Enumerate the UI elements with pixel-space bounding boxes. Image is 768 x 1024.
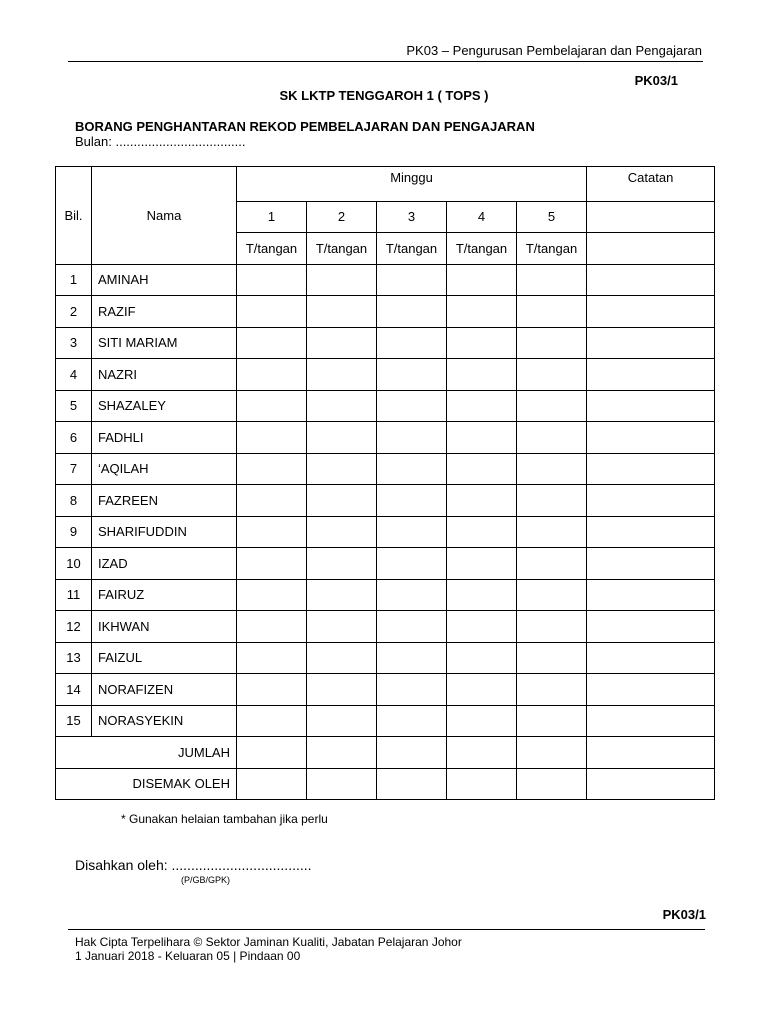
student-row [56, 674, 715, 706]
student-name: FAIRUZ [92, 579, 237, 611]
week-2-cell [307, 264, 377, 296]
week-5-cell [517, 579, 587, 611]
week-1-cell [237, 390, 307, 422]
week-4-cell [447, 390, 517, 422]
catatan-blank-cell [587, 233, 715, 265]
footnote: * Gunakan helaian tambahan jika perlu [121, 812, 328, 826]
student-row [56, 485, 715, 517]
reviewed-by-row-label: DISEMAK OLEH [56, 768, 237, 800]
catatan-cell [587, 642, 715, 674]
footer-divider [68, 929, 705, 930]
week-5-cell [517, 611, 587, 643]
week-4-cell [447, 296, 517, 328]
week-3-cell [377, 359, 447, 391]
week-2-cell [307, 705, 377, 737]
week-2-subheader: T/tangan [307, 233, 377, 265]
student-name: RAZIF [92, 296, 237, 328]
row-number: 1 [56, 264, 92, 296]
week-1-subheader: T/tangan [237, 233, 307, 265]
week-1-cell [237, 296, 307, 328]
week-5-cell [517, 264, 587, 296]
row-number: 9 [56, 516, 92, 548]
catatan-cell [587, 422, 715, 454]
week-4-cell [447, 548, 517, 580]
week-5-cell [517, 737, 587, 769]
week-5-cell [517, 516, 587, 548]
reviewed-by-row [56, 768, 715, 800]
week-3-cell [377, 579, 447, 611]
row-number: 13 [56, 642, 92, 674]
month-field: Bulan: .................................... [75, 134, 246, 149]
week-1-header: 1 [237, 201, 307, 233]
catatan-cell [587, 674, 715, 706]
week-3-cell [377, 485, 447, 517]
week-4-cell [447, 422, 517, 454]
week-2-cell [307, 768, 377, 800]
row-number: 4 [56, 359, 92, 391]
student-name: AMINAH [92, 264, 237, 296]
row-number: 5 [56, 390, 92, 422]
total-row [56, 737, 715, 769]
row-number: 3 [56, 327, 92, 359]
week-3-cell [377, 453, 447, 485]
row-number: 12 [56, 611, 92, 643]
week-3-cell [377, 768, 447, 800]
student-row [56, 453, 715, 485]
catatan-cell [587, 264, 715, 296]
running-header: PK03 – Pengurusan Pembelajaran dan Pengajaran [406, 43, 702, 58]
week-5-cell [517, 359, 587, 391]
week-2-cell [307, 548, 377, 580]
edition-line: 1 Januari 2018 - Keluaran 05 | Pindaan 00 [75, 949, 301, 963]
week-4-cell [447, 768, 517, 800]
student-row [56, 264, 715, 296]
row-number: 14 [56, 674, 92, 706]
week-4-cell [447, 264, 517, 296]
catatan-cell [587, 579, 715, 611]
week-4-cell [447, 674, 517, 706]
week-4-header: 4 [447, 201, 517, 233]
week-5-cell [517, 642, 587, 674]
week-5-subheader: T/tangan [517, 233, 587, 265]
bil-header: Bil. [56, 167, 92, 265]
form-title: BORANG PENGHANTARAN REKOD PEMBELAJARAN DAN PENGAJARAN [75, 119, 535, 134]
catatan-cell [587, 390, 715, 422]
week-3-cell [377, 296, 447, 328]
row-number: 11 [56, 579, 92, 611]
week-5-cell [517, 327, 587, 359]
week-4-cell [447, 642, 517, 674]
week-4-cell [447, 516, 517, 548]
row-number: 15 [56, 705, 92, 737]
week-1-cell [237, 705, 307, 737]
week-4-cell [447, 579, 517, 611]
student-row [56, 548, 715, 580]
student-row [56, 327, 715, 359]
row-number: 10 [56, 548, 92, 580]
week-1-cell [237, 327, 307, 359]
student-name: FAZREEN [92, 485, 237, 517]
catatan-cell [587, 359, 715, 391]
student-name: SITI MARIAM [92, 327, 237, 359]
catatan-cell [587, 548, 715, 580]
form-code-top: PK03/1 [634, 73, 678, 88]
row-number: 8 [56, 485, 92, 517]
week-4-cell [447, 453, 517, 485]
copyright-line: Hak Cipta Terpelihara © Sektor Jaminan Kualiti, Jabatan Pelajaran Johor [75, 935, 462, 949]
header-divider [68, 61, 703, 62]
week-2-cell [307, 422, 377, 454]
week-5-cell [517, 768, 587, 800]
week-1-cell [237, 674, 307, 706]
week-1-cell [237, 579, 307, 611]
week-5-header: 5 [517, 201, 587, 233]
student-name: ‘AQILAH [92, 453, 237, 485]
week-3-cell [377, 705, 447, 737]
form-code-bottom: PK03/1 [662, 907, 706, 922]
week-4-cell [447, 485, 517, 517]
week-2-cell [307, 516, 377, 548]
student-row [56, 705, 715, 737]
row-number: 2 [56, 296, 92, 328]
catatan-cell [587, 737, 715, 769]
week-2-cell [307, 390, 377, 422]
student-row [56, 611, 715, 643]
week-1-cell [237, 642, 307, 674]
student-name: SHARIFUDDIN [92, 516, 237, 548]
catatan-cell [587, 611, 715, 643]
week-1-cell [237, 611, 307, 643]
week-1-cell [237, 768, 307, 800]
week-4-subheader: T/tangan [447, 233, 517, 265]
week-4-cell [447, 611, 517, 643]
week-2-cell [307, 579, 377, 611]
catatan-blank-cell [587, 201, 715, 233]
week-1-cell [237, 548, 307, 580]
week-1-cell [237, 737, 307, 769]
catatan-cell [587, 485, 715, 517]
week-3-cell [377, 264, 447, 296]
week-5-cell [517, 453, 587, 485]
week-3-cell [377, 737, 447, 769]
week-3-cell [377, 548, 447, 580]
week-3-header: 3 [377, 201, 447, 233]
student-name: NAZRI [92, 359, 237, 391]
student-name: FADHLI [92, 422, 237, 454]
row-number: 6 [56, 422, 92, 454]
week-5-cell [517, 705, 587, 737]
approval-role: (P/GB/GPK) [181, 875, 231, 885]
student-row [56, 422, 715, 454]
week-2-header: 2 [307, 201, 377, 233]
student-row [56, 579, 715, 611]
week-3-cell [377, 422, 447, 454]
header-row [56, 167, 715, 202]
week-2-cell [307, 453, 377, 485]
week-2-cell [307, 737, 377, 769]
week-1-cell [237, 516, 307, 548]
week-1-cell [237, 264, 307, 296]
student-name: NORASYEKIN [92, 705, 237, 737]
week-3-cell [377, 611, 447, 643]
week-5-cell [517, 674, 587, 706]
catatan-header: Catatan [587, 167, 715, 202]
catatan-cell [587, 453, 715, 485]
week-4-cell [447, 359, 517, 391]
catatan-cell [587, 516, 715, 548]
school-name: SK LKTP TENGGAROH 1 ( TOPS ) [279, 88, 489, 103]
week-2-cell [307, 296, 377, 328]
week-4-cell [447, 705, 517, 737]
week-5-cell [517, 485, 587, 517]
week-3-cell [377, 327, 447, 359]
minggu-header: Minggu [237, 167, 587, 202]
week-1-cell [237, 485, 307, 517]
week-2-cell [307, 485, 377, 517]
week-4-cell [447, 737, 517, 769]
total-row-label: JUMLAH [56, 737, 237, 769]
week-3-cell [377, 516, 447, 548]
week-3-cell [377, 390, 447, 422]
student-name: FAIZUL [92, 642, 237, 674]
student-row [56, 642, 715, 674]
week-1-cell [237, 422, 307, 454]
week-5-cell [517, 548, 587, 580]
student-row [56, 516, 715, 548]
week-3-cell [377, 674, 447, 706]
student-name: NORAFIZEN [92, 674, 237, 706]
week-1-cell [237, 453, 307, 485]
week-2-cell [307, 674, 377, 706]
week-1-cell [237, 359, 307, 391]
week-5-cell [517, 390, 587, 422]
week-2-cell [307, 359, 377, 391]
student-row [56, 296, 715, 328]
week-2-cell [307, 611, 377, 643]
catatan-cell [587, 296, 715, 328]
record-table [55, 166, 715, 800]
student-name: IZAD [92, 548, 237, 580]
week-3-cell [377, 642, 447, 674]
catatan-cell [587, 768, 715, 800]
week-2-cell [307, 642, 377, 674]
student-name: IKHWAN [92, 611, 237, 643]
week-4-cell [447, 327, 517, 359]
student-row [56, 359, 715, 391]
row-number: 7 [56, 453, 92, 485]
week-5-cell [517, 296, 587, 328]
week-2-cell [307, 327, 377, 359]
catatan-cell [587, 327, 715, 359]
approval-line: Disahkan oleh: .................................... [75, 857, 312, 873]
nama-header: Nama [92, 167, 237, 265]
week-3-subheader: T/tangan [377, 233, 447, 265]
catatan-cell [587, 705, 715, 737]
student-name: SHAZALEY [92, 390, 237, 422]
student-row [56, 390, 715, 422]
week-5-cell [517, 422, 587, 454]
